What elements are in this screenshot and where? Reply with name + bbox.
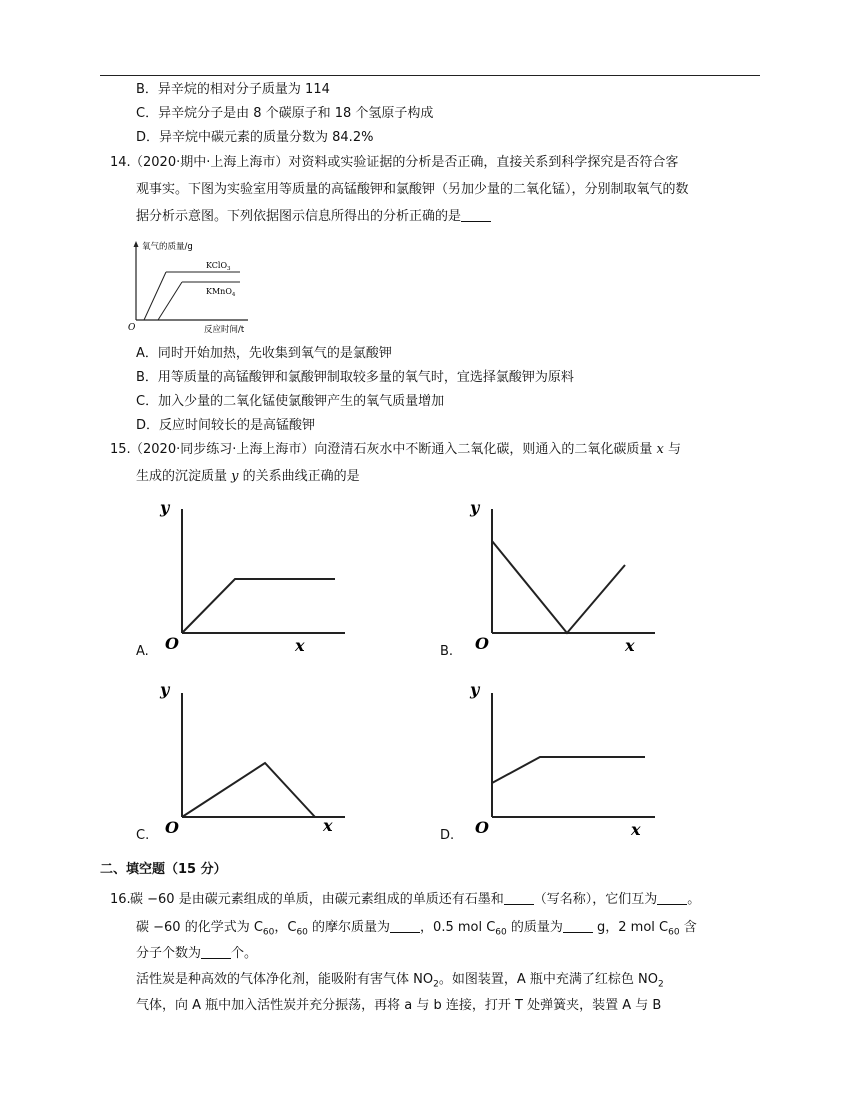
- graph-series-kmno4: KMnO$_4$: [206, 287, 236, 298]
- q14-text-line1: （2020·期中·上海上海市）对资料或实验证据的分析是否正确，直接关系到科学探究是否符合客: [130, 155, 679, 170]
- answer-blank: [657, 890, 687, 905]
- q14-option-d: D．反应时间较长的是高锰酸钾: [136, 418, 316, 433]
- graph-label-a: A.: [136, 644, 149, 659]
- q13-option-d: D．异辛烷中碳元素的质量分数为 84.2%: [136, 130, 374, 145]
- axis-x-label: x: [625, 636, 635, 655]
- q16-line4: 活性炭是种高效的气体净化剂，能吸附有害气体 $NO_2$。如图装置，A 瓶中充满了红棕色 $NO_2$: [136, 972, 664, 990]
- graph-label-d: D.: [440, 828, 455, 843]
- q14-stem-end: 据分析示意图。下列依据图示信息所得出的分析正确的是: [136, 209, 462, 224]
- axis-y-label: y: [160, 680, 170, 699]
- answer-blank: [201, 944, 231, 959]
- q16-line1: 碳 −60 是由碳元素组成的单质，由碳元素组成的单质还有石墨和 （写名称），它们互为 。: [130, 892, 701, 907]
- graph-xlabel: 反应时间/t: [204, 325, 245, 334]
- graph-label-c: C.: [136, 828, 150, 843]
- q14-option-c: C．加入少量的二氧化锰使氯酸钾产生的氧气质量增加: [136, 394, 445, 409]
- answer-blank: [504, 890, 534, 905]
- q16-line2: 碳 −60 的化学式为 $C_{60}$，$C_{60}$ 的摩尔质量为 ，0.5 mol $C_{60}$ 的质量为 g，2 mol $C_{60}$ 含: [136, 920, 697, 938]
- axis-x-label: x: [295, 636, 305, 655]
- q14-number: 14.: [110, 155, 131, 170]
- header-rule: [100, 75, 760, 76]
- q16-number: 16.: [110, 892, 131, 907]
- q16-line5: 气体，向 A 瓶中加入活性炭并充分振荡，再将 a 与 b 连接，打开 T 处弹簧夹，装置 A 与 B: [136, 998, 662, 1013]
- q15-text-line1: （2020·同步练习·上海上海市）向澄清石灰水中不断通入二氧化碳，则通入的二氧化碳质量 x 与: [130, 442, 681, 457]
- origin-label: O: [475, 634, 489, 653]
- axis-y-label: y: [160, 498, 170, 517]
- graph-option-c: [155, 677, 355, 837]
- answer-blank: [390, 918, 420, 933]
- origin-label: O: [165, 634, 179, 653]
- axis-x-label: x: [323, 816, 333, 835]
- q15-number: 15.: [110, 442, 131, 457]
- answer-blank: [461, 207, 491, 222]
- graph-option-d: [465, 677, 665, 837]
- origin-label: O: [475, 818, 489, 837]
- graph-label-b: B.: [440, 644, 454, 659]
- answer-blank: [563, 918, 593, 933]
- q13-option-c: C．异辛烷分子是由 8 个碳原子和 18 个氢原子构成: [136, 106, 434, 121]
- q14-option-a: A．同时开始加热，先收集到氧气的是氯酸钾: [136, 346, 392, 361]
- q15-text-line2: 生成的沉淀质量 y 的关系曲线正确的是: [136, 469, 360, 484]
- q14-text-line2: 观事实。下图为实验室用等质量的高锰酸钾和氯酸钾（另加少量的二氧化锰），分别制取氧气的数: [136, 182, 689, 197]
- graph-series-kclo3: KClO$_3$: [206, 261, 231, 272]
- var-y: y: [231, 469, 239, 484]
- graph-ylabel: 氧气的质量/g: [142, 242, 193, 252]
- axis-x-label: x: [631, 820, 641, 837]
- q14-text-line3: [136, 207, 491, 227]
- axis-y-label: y: [470, 498, 480, 517]
- oxygen-mass-graph: [128, 238, 260, 334]
- q16-line3: 分子个数为 个。: [136, 946, 258, 961]
- origin-label: O: [165, 818, 179, 837]
- q14-option-b: B．用等质量的高锰酸钾和氯酸钾制取较多量的氧气时，宜选择氯酸钾为原料: [136, 370, 574, 385]
- section-title: 二、填空题（15 分）: [100, 862, 227, 877]
- var-x: x: [656, 442, 664, 457]
- graph-option-a: [155, 495, 355, 655]
- graph-option-b: [465, 495, 665, 655]
- axis-y-label: y: [470, 680, 480, 699]
- q13-option-b: B．异辛烷的相对分子质量为 114: [136, 82, 330, 97]
- graph-origin: O: [128, 323, 136, 333]
